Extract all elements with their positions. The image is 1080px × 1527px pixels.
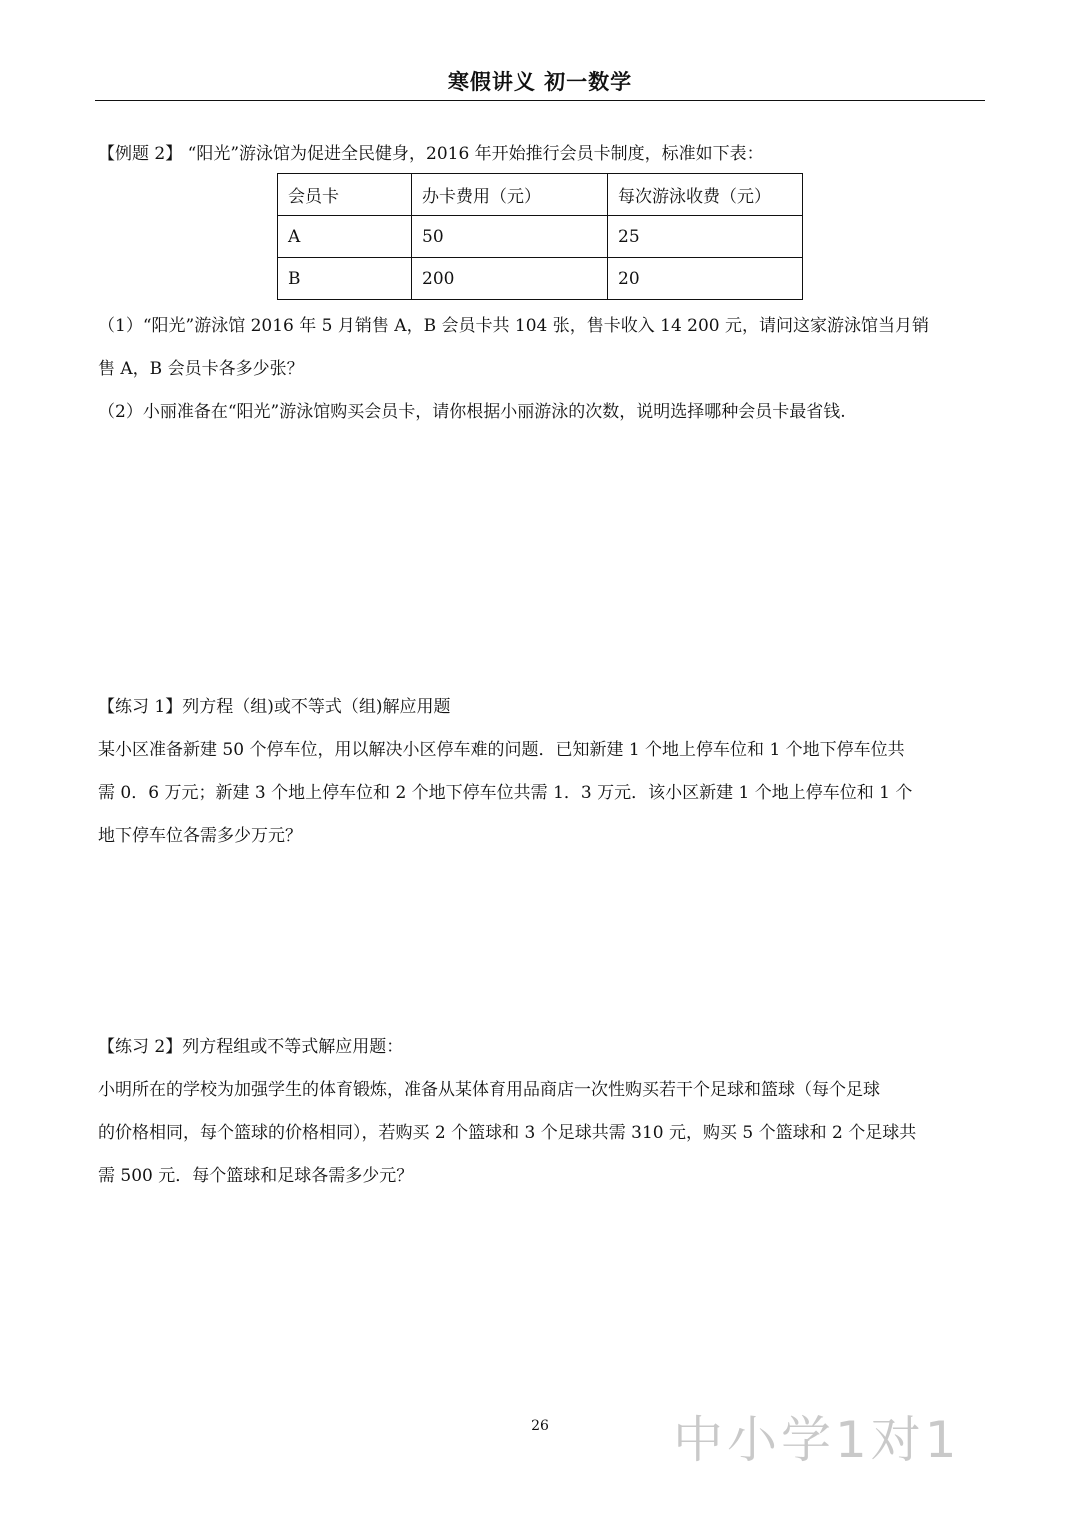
watermark: 中小学1对1 <box>673 1411 961 1469</box>
table-cell: 20 <box>608 258 803 300</box>
example2-question1-line2: 售 A，B 会员卡各多少张？ <box>98 359 304 379</box>
table-cell: A <box>278 216 412 258</box>
exercise2-line2: 的价格相同，每个篮球的价格相同），若购买 2 个篮球和 3 个足球共需 310 元，购买 5 个篮球和 2 个足球共 <box>98 1123 917 1143</box>
table-cell: 25 <box>608 216 803 258</box>
page-number: 26 <box>531 1418 549 1434</box>
table-cell: B <box>278 258 412 300</box>
example2-question2: （2）小丽准备在“阳光”游泳馆购买会员卡，请你根据小丽游泳的次数，说明选择哪种会员卡最省钱. <box>98 402 846 422</box>
exercise1-title: 【练习 1】列方程（组)或不等式（组)解应用题 <box>98 697 451 717</box>
table-header-cell: 会员卡 <box>278 174 412 216</box>
exercise1-line1: 某小区准备新建 50 个停车位，用以解决小区停车难的问题．已知新建 1 个地上停车位和 1 个地下停车位共 <box>98 740 905 760</box>
exercise2-line1: 小明所在的学校为加强学生的体育锻炼，准备从某体育用品商店一次性购买若干个足球和篮球（每个足球 <box>98 1080 880 1100</box>
table-cell: 200 <box>412 258 608 300</box>
exercise2-line3: 需 500 元．每个篮球和足球各需多少元？ <box>98 1166 414 1186</box>
table-row <box>278 216 803 258</box>
header-divider <box>95 100 985 101</box>
page-header-title: 寒假讲义 初一数学 <box>447 70 633 94</box>
exercise1-line3: 地下停车位各需多少万元？ <box>98 826 302 846</box>
exercise2-title: 【练习 2】列方程组或不等式解应用题： <box>98 1037 404 1057</box>
example2-question1-line1: （1）“阳光”游泳馆 2016 年 5 月销售 A，B 会员卡共 104 张，售卡收入 14 200 元，请问这家游泳馆当月销 <box>98 316 930 336</box>
table-header-cell: 每次游泳收费（元） <box>608 174 803 216</box>
example2-intro: 【例题 2】 “阳光”游泳馆为促进全民健身，2016 年开始推行会员卡制度，标准如下表： <box>98 144 764 164</box>
table-header-row <box>278 174 803 216</box>
exercise1-line2: 需 0．6 万元；新建 3 个地上停车位和 2 个地下停车位共需 1．3 万元．该小区新建 1 个地上停车位和 1 个 <box>98 783 913 803</box>
table-row <box>278 258 803 300</box>
table-cell: 50 <box>412 216 608 258</box>
membership-card-table <box>277 173 803 300</box>
table-header-cell: 办卡费用（元） <box>412 174 608 216</box>
